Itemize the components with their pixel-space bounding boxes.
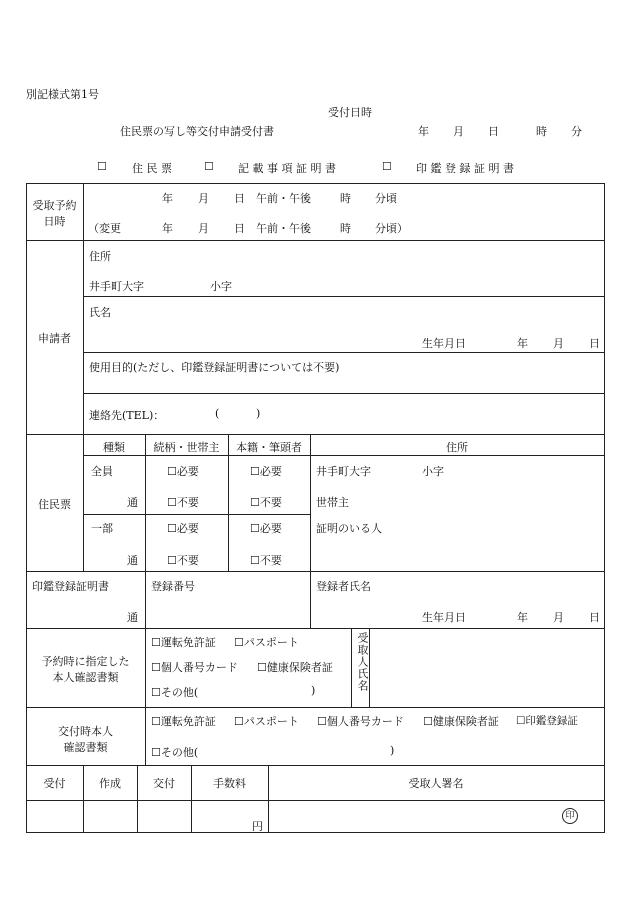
- reservation-label-l1: 受取予約: [32, 199, 77, 212]
- applicant-address-label: 住所: [89, 250, 111, 263]
- inkan-birth-label: 生年月日: [422, 611, 466, 624]
- doc-type-juminhyo-checkbox[interactable]: ☐: [97, 160, 107, 173]
- ichibu-label: 一部: [91, 522, 113, 535]
- reservation-hour: 時: [340, 192, 351, 205]
- form-number: 別記様式第1号: [26, 88, 99, 101]
- reservation-year: 年: [162, 192, 173, 205]
- applicant-address-koaza: 小字: [210, 280, 232, 293]
- page-title: 住民票の写し等交付申請受付書: [120, 125, 274, 138]
- issue-insurance-checkbox[interactable]: ☐健康保険者証: [423, 715, 499, 728]
- col-relation: 続柄・世帯主: [153, 441, 220, 454]
- juminhyo-address-koaza: 小字: [422, 465, 444, 478]
- applicant-birth-month: 月: [553, 337, 564, 350]
- change-year: 年: [162, 222, 173, 235]
- footer-uketsuke: 受付: [43, 777, 66, 790]
- change-hour: 時: [340, 222, 351, 235]
- inkan-birth-year: 年: [517, 611, 528, 624]
- date-label-hour: 時: [536, 125, 547, 138]
- footer-receiver-signature: 受取人署名: [408, 777, 464, 790]
- zenin-relation-fuyo[interactable]: ☐不要: [167, 496, 199, 509]
- inkan-birth-day: 日: [589, 611, 600, 624]
- issue-license-checkbox[interactable]: ☐運転免許証: [151, 715, 216, 728]
- ichibu-relation-hitsuyo[interactable]: ☐必要: [167, 522, 199, 535]
- doc-type-kisai-label: 記 載 事 項 証 明 書: [238, 162, 336, 175]
- date-label-minute: 分: [571, 125, 582, 138]
- applicant-birth-day: 日: [589, 337, 600, 350]
- ichibu-tsu: 通: [127, 554, 138, 567]
- applicant-purpose: 使用目的(ただし、印鑑登録証明書については不要): [89, 361, 340, 374]
- reservation-change-label: （変更: [88, 222, 121, 235]
- inkan-birth-month: 月: [553, 611, 564, 624]
- contact-paren-open: (: [215, 407, 220, 420]
- zenin-relation-hitsuyo[interactable]: ☐必要: [167, 465, 199, 478]
- reservation-ampm: 午前・午後: [256, 192, 311, 205]
- reservation-label-l2: 日時: [43, 215, 66, 228]
- footer-sakusei: 作成: [99, 777, 121, 790]
- inkan-registrant-label: 登録者氏名: [316, 580, 371, 593]
- ichibu-relation-fuyo[interactable]: ☐不要: [167, 554, 199, 567]
- inkan-tsu: 通: [127, 611, 138, 624]
- zenin-tsu: 通: [127, 496, 138, 509]
- change-day: 日: [234, 222, 245, 235]
- reservation-day: 日: [234, 192, 245, 205]
- id-reserve-label-l1: 予約時に指定した: [41, 655, 130, 668]
- juminhyo-address-oaza: 井手町大字: [316, 465, 371, 478]
- applicant-name-label: 氏名: [89, 306, 111, 319]
- issue-other-checkbox[interactable]: ☐その他(: [151, 746, 199, 759]
- issue-inkan-checkbox[interactable]: ☐印鑑登録証: [516, 715, 578, 727]
- id-issue-label-l2: 確認書類: [63, 741, 108, 754]
- applicant-address-oaza: 井手町大字: [89, 280, 144, 293]
- issue-other-close: ): [390, 744, 395, 757]
- reserve-mynumber-checkbox[interactable]: ☐個人番号カード: [151, 661, 238, 674]
- date-label-year: 年: [418, 125, 429, 138]
- reserve-insurance-checkbox[interactable]: ☐健康保険者証: [257, 661, 333, 674]
- change-ampm: 午前・午後: [256, 222, 311, 235]
- shomei-person-label: 証明のいる人: [316, 522, 382, 535]
- id-reserve-label-l2: 本人確認書類: [52, 671, 119, 684]
- applicant-birth-year: 年: [517, 337, 528, 350]
- reserve-license-checkbox[interactable]: ☐運転免許証: [151, 636, 216, 649]
- col-address: 住所: [446, 441, 468, 454]
- applicant-contact-label: 連絡先(TEL)：: [89, 409, 165, 422]
- footer-yen: 円: [252, 820, 263, 833]
- footer-kofu: 交付: [153, 777, 175, 790]
- zenin-honseki-hitsuyo[interactable]: ☐必要: [250, 465, 282, 478]
- setainushi-label: 世帯主: [316, 496, 349, 509]
- col-kind: 種類: [103, 441, 125, 454]
- footer-tesuryo: 手数料: [213, 777, 246, 790]
- inkan-label: 印鑑登録証明書: [32, 580, 109, 593]
- reservation-minute: 分頃: [375, 192, 397, 205]
- reserve-other-close: ): [311, 684, 316, 697]
- col-honseki: 本籍・筆頭者: [236, 441, 302, 454]
- juminhyo-label: 住民票: [38, 498, 71, 511]
- ichibu-honseki-fuyo[interactable]: ☐不要: [250, 554, 282, 567]
- contact-paren-close: ): [256, 407, 261, 420]
- doc-type-kisai-checkbox[interactable]: ☐: [204, 160, 214, 173]
- applicant-birth-label: 生年月日: [422, 337, 466, 350]
- issue-passport-checkbox[interactable]: ☐パスポート: [234, 715, 299, 728]
- issue-mynumber-checkbox[interactable]: ☐個人番号カード: [317, 715, 404, 728]
- reserve-other-checkbox[interactable]: ☐その他(: [151, 686, 199, 699]
- reservation-month: 月: [198, 192, 209, 205]
- inkan-reg-no-label: 登録番号: [151, 580, 195, 593]
- change-month: 月: [198, 222, 209, 235]
- uketsuke-nichiji-label: 受付日時: [328, 106, 372, 119]
- reserve-passport-checkbox[interactable]: ☐パスポート: [234, 636, 299, 649]
- date-label-day: 日: [488, 125, 499, 138]
- zenin-label: 全員: [91, 465, 113, 478]
- change-minute: 分頃）: [375, 222, 408, 235]
- receiver-name-label: 受取人氏名: [356, 632, 369, 692]
- ichibu-honseki-hitsuyo[interactable]: ☐必要: [250, 522, 282, 535]
- applicant-label: 申請者: [38, 332, 71, 345]
- zenin-honseki-fuyo[interactable]: ☐不要: [250, 496, 282, 509]
- date-label-month: 月: [453, 125, 464, 138]
- doc-type-inkan-checkbox[interactable]: ☐: [382, 160, 392, 173]
- doc-type-juminhyo-label: 住 民 票: [132, 162, 172, 175]
- id-issue-label-l1: 交付時本人: [58, 725, 113, 738]
- doc-type-inkan-label: 印 鑑 登 録 証 明 書: [416, 162, 514, 175]
- seal-icon: 印: [562, 808, 578, 824]
